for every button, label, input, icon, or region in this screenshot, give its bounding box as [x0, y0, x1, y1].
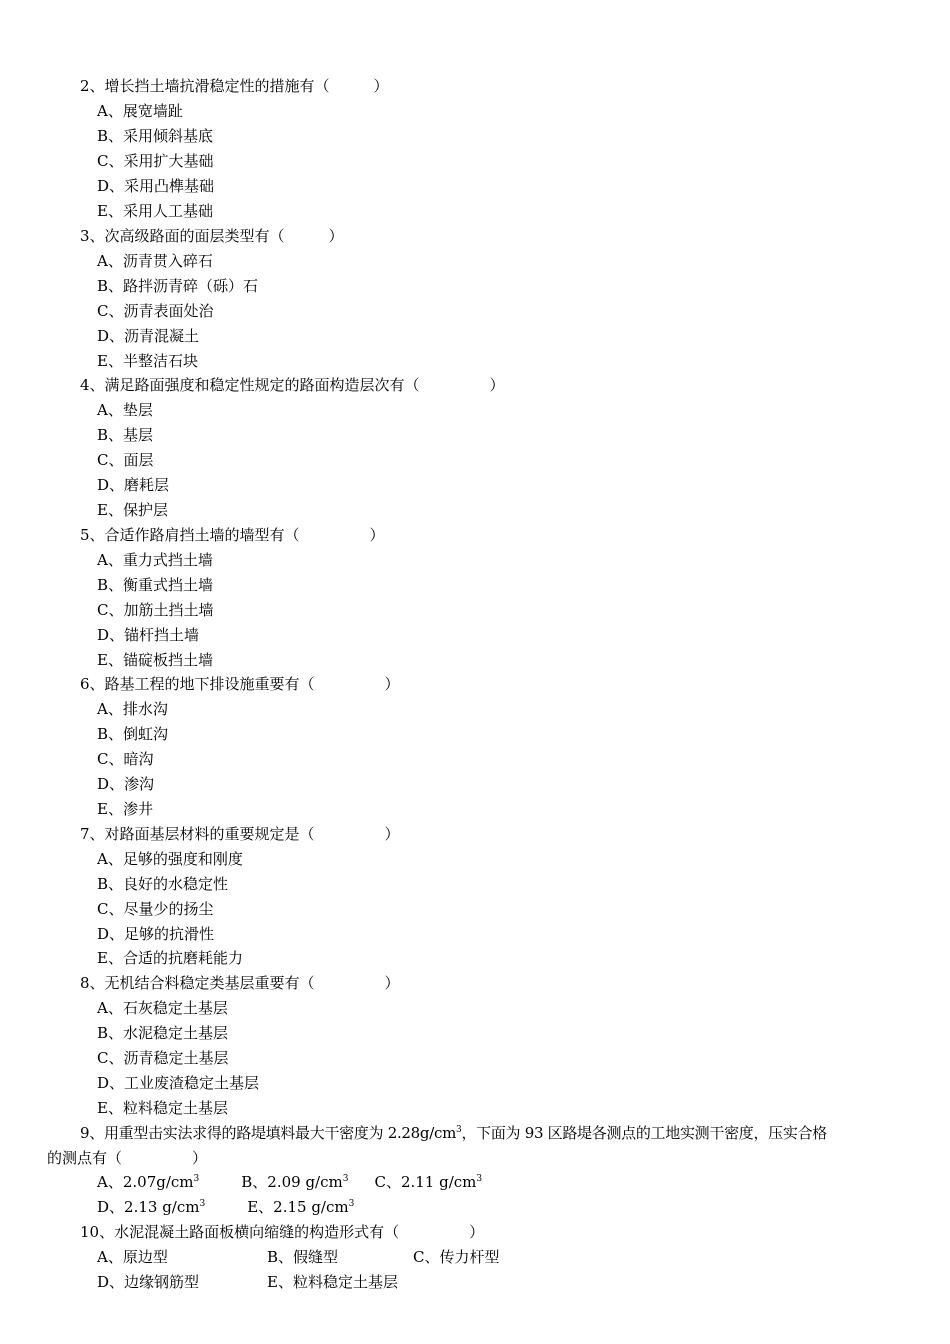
option: B、采用倾斜基底 [97, 127, 214, 145]
option: D、磨耗层 [97, 476, 170, 494]
option: B、水泥稳定土基层 [97, 1024, 229, 1042]
question-6 [80, 672, 400, 696]
option: E、保护层 [97, 501, 168, 519]
option: B、倒虹沟 [97, 725, 169, 743]
option: B、衡重式挡土墙 [97, 576, 214, 594]
question-stem: 4、满足路面强度和稳定性规定的路面构造层次有（ [80, 376, 420, 394]
option: D、边缘钢筋型 [97, 1273, 200, 1291]
option: A、原边型 [97, 1248, 168, 1266]
question-9-wrap [47, 1146, 207, 1170]
option: A、垫层 [97, 401, 153, 419]
question-stem: 10、水泥混凝土路面板横向缩缝的构造形式有（ [80, 1223, 400, 1241]
answer-bracket-close: ） [384, 675, 400, 693]
answer-bracket-close: ） [384, 825, 400, 843]
question-7 [80, 822, 400, 846]
option: C、沥青表面处治 [97, 302, 214, 320]
option: C、面层 [97, 451, 154, 469]
option: A、排水沟 [97, 700, 168, 718]
option: E、渗井 [97, 800, 153, 818]
option: B、2.09 $g/cm^3$ [241, 1173, 349, 1191]
question-stem: 8、无机结合料稳定类基层重要有（ [80, 974, 315, 992]
question-2 [80, 74, 389, 98]
option: E、粒料稳定土基层 [267, 1273, 398, 1291]
option: B、基层 [97, 426, 154, 444]
option: E、锚碇板挡土墙 [97, 651, 213, 669]
option: D、锚杆挡土墙 [97, 626, 200, 644]
option: C、暗沟 [97, 750, 154, 768]
option: D、渗沟 [97, 775, 155, 793]
question-stem-continued: ，下面为 93 区路堤各测点的工地实测干密度，压实合格 [461, 1124, 827, 1142]
option: E、半整洁石块 [97, 352, 198, 370]
question-stem: 7、对路面基层材料的重要规定是（ [80, 825, 315, 843]
options-row [97, 1195, 354, 1219]
option: D、采用凸榫基础 [97, 177, 215, 195]
option: A、足够的强度和刚度 [97, 850, 243, 868]
question-9 [80, 1121, 827, 1145]
option: E、采用人工基础 [97, 202, 213, 220]
question-3 [80, 224, 344, 248]
answer-bracket-close: ） [328, 227, 344, 245]
option: B、良好的水稳定性 [97, 875, 229, 893]
answer-bracket-close: ） [469, 1223, 485, 1241]
answer-bracket-close: ） [192, 1149, 208, 1167]
option: A、$2.07g/cm^3$ [97, 1173, 200, 1191]
question-stem: 5、合适作路肩挡土墙的墙型有（ [80, 526, 300, 544]
option: C、采用扩大基础 [97, 152, 214, 170]
option: A、沥青贯入碎石 [97, 252, 213, 270]
question-10 [80, 1220, 484, 1244]
option: B、路拌沥青碎（砾）石 [97, 277, 259, 295]
question-stem-wrap: 的测点有（ [47, 1149, 123, 1167]
options-row [97, 1170, 482, 1194]
option: C、加筋土挡土墙 [97, 601, 214, 619]
question-stem: 3、次高级路面的面层类型有（ [80, 227, 285, 245]
option: C、尽量少的扬尘 [97, 900, 214, 918]
option: D、2.13 $g/cm^3$ [97, 1198, 206, 1216]
option: C、2.11 $g/cm^3$ [374, 1173, 483, 1191]
option: A、石灰稳定土基层 [97, 999, 228, 1017]
option: A、重力式挡土墙 [97, 551, 213, 569]
superscript: 3 [456, 1125, 462, 1135]
answer-bracket-close: ） [369, 526, 385, 544]
question-stem: 2、增长挡土墙抗滑稳定性的措施有（ [80, 77, 330, 95]
question-4 [80, 373, 505, 397]
option: E、合适的抗磨耗能力 [97, 949, 243, 967]
option: B、假缝型 [267, 1248, 339, 1266]
option: E、粒料稳定土基层 [97, 1099, 228, 1117]
answer-bracket-close: ） [373, 77, 389, 95]
option: D、工业废渣稳定土基层 [97, 1074, 260, 1092]
option: A、展宽墙趾 [97, 102, 183, 120]
option: D、沥青混凝土 [97, 327, 200, 345]
option: D、足够的抗滑性 [97, 925, 215, 943]
question-stem: 6、路基工程的地下排设施重要有（ [80, 675, 315, 693]
answer-bracket-close: ） [384, 974, 400, 992]
question-stem: 9、用重型击实法求得的路堤填料最大干密度为 2.28g/cm [80, 1124, 456, 1142]
option: C、沥青稳定土基层 [97, 1049, 229, 1067]
answer-bracket-close: ） [489, 376, 505, 394]
question-5 [80, 523, 385, 547]
option: C、传力杆型 [413, 1248, 500, 1266]
question-8 [80, 971, 400, 995]
option: E、2.15 $g/cm^3$ [247, 1198, 355, 1216]
